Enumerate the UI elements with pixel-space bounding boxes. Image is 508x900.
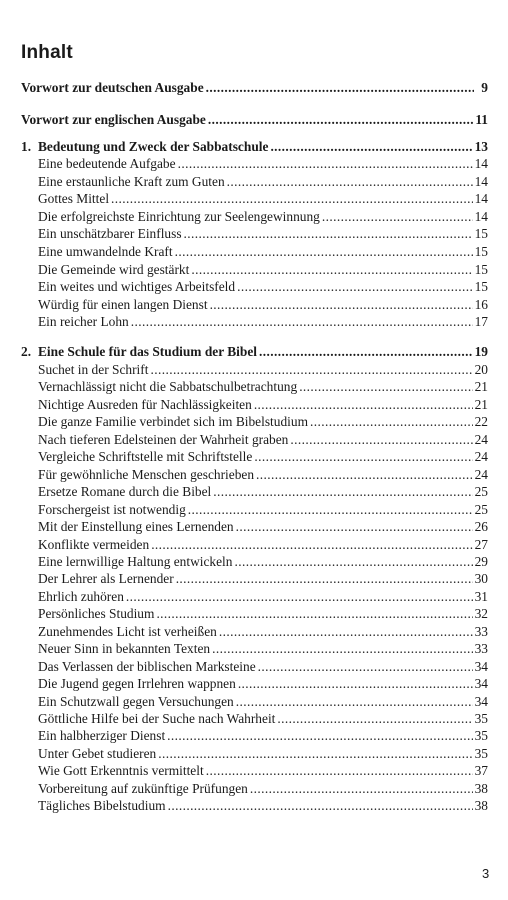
toc-subentry [38, 623, 488, 641]
dot-leader [322, 208, 473, 226]
entry-page-number: 29 [474, 553, 488, 569]
entry-title: Ersetze Romane durch die Bibel [38, 484, 212, 500]
entry-title: Die Gemeinde wird gestärkt [38, 261, 190, 277]
entry-title: Persönliches Studium [38, 606, 155, 622]
entry-title: Ein weites und wichtiges Arbeitsfeld [38, 279, 236, 295]
toc-subentry [38, 208, 488, 226]
dot-leader [234, 553, 472, 571]
entry-title: Bedeutung und Zweck der Sabbatschule [38, 139, 269, 154]
dot-leader [236, 693, 473, 711]
dot-leader [238, 675, 473, 693]
dot-leader [178, 155, 473, 173]
toc-subentry [38, 483, 488, 501]
entry-title: Mit der Einstellung eines Lernenden [38, 519, 234, 535]
page-title: Inhalt [21, 42, 73, 63]
toc-subentry [38, 431, 488, 449]
dot-leader [277, 710, 472, 728]
toc-subentry [38, 501, 488, 519]
entry-title: Ein unschätzbarer Einfluss [38, 226, 182, 242]
entry-page-number: 25 [474, 501, 488, 517]
chapter-number: 1. [21, 139, 32, 154]
entry-title: Unter Gebet studieren [38, 745, 157, 761]
entry-title: Ein reicher Lohn [38, 314, 129, 330]
entry-page-number: 15 [474, 279, 488, 295]
entry-page-number: 34 [474, 693, 488, 709]
entry-page-number: 32 [474, 606, 488, 622]
toc-subentry [38, 173, 488, 191]
dot-leader [168, 797, 473, 815]
entry-title: Vorbereitung auf zukünftige Prüfungen [38, 780, 248, 796]
entry-page-number: 15 [474, 244, 488, 259]
toc-subentry [38, 278, 488, 296]
toc-entry [21, 79, 488, 97]
entry-title: Die erfolgreichste Einrichtung zur Seelengewinnung [38, 208, 320, 224]
entry-page-number: 14 [474, 208, 488, 224]
dot-leader [111, 190, 473, 208]
toc-subentry [38, 155, 488, 173]
entry-page-number: 33 [474, 623, 488, 639]
entry-page-number: 35 [474, 745, 488, 761]
entry-page-number: 15 [474, 261, 488, 277]
toc-subentry [38, 570, 488, 588]
entry-title: Vergleiche Schriftstelle mit Schriftstelle [38, 449, 253, 465]
dot-leader [254, 396, 473, 414]
dot-leader [131, 313, 473, 331]
entry-page-number: 13 [474, 139, 488, 154]
entry-title: Eine umwandelnde Kraft [38, 244, 173, 259]
toc-subentry [38, 396, 488, 414]
entry-title: Vorwort zur englischen Ausgabe [21, 112, 206, 127]
toc-subentry [38, 675, 488, 693]
entry-title: Wie Gott Erkenntnis vermittelt [38, 763, 204, 779]
entry-title: Neuer Sinn in bekannten Texten [38, 641, 211, 657]
toc-subentry [38, 243, 488, 261]
entry-page-number: 34 [474, 676, 488, 692]
entry-title: Konflikte vermeiden [38, 536, 150, 552]
entry-page-number: 21 [474, 379, 488, 395]
dot-leader [237, 278, 473, 296]
dot-leader [191, 261, 472, 279]
dot-leader [151, 536, 472, 554]
entry-title: Nach tieferen Edelsteinen der Wahrheit graben [38, 431, 289, 447]
entry-title: Eine bedeutende Aufgabe [38, 156, 176, 171]
entry-title: Die ganze Familie verbindet sich im Bibelstudium [38, 414, 308, 430]
toc-subentry [38, 710, 488, 728]
dot-leader [290, 431, 472, 449]
entry-title: Tägliches Bibelstudium [38, 798, 166, 814]
toc-subentry [38, 605, 488, 623]
entry-page-number: 30 [474, 571, 488, 587]
dot-leader [206, 79, 474, 97]
entry-page-number: 35 [474, 711, 488, 726]
chapter-number: 2. [21, 344, 32, 359]
entry-title: Für gewöhnliche Menschen geschrieben [38, 466, 255, 482]
entry-title: Gottes Mittel [38, 191, 110, 207]
entry-page-number: 33 [474, 641, 488, 657]
entry-page-number: 35 [474, 728, 488, 744]
dot-leader [270, 138, 472, 156]
dot-leader [219, 623, 473, 641]
toc-subentry [38, 413, 488, 431]
entry-title: Suchet in der Schrift [38, 362, 149, 377]
toc-subentry [38, 190, 488, 208]
dot-leader [208, 111, 473, 129]
entry-page-number: 27 [474, 536, 488, 552]
dot-leader [236, 518, 473, 536]
entry-page-number: 31 [474, 588, 488, 604]
entry-page-number: 24 [474, 431, 488, 447]
entry-title: Forschergeist ist notwendig [38, 501, 186, 517]
toc-subentry [38, 466, 488, 484]
dot-leader [176, 570, 473, 588]
toc-subentry [38, 361, 488, 379]
entry-title: Göttliche Hilfe bei der Suche nach Wahrheit [38, 711, 276, 726]
entry-title: Würdig für einen langen Dienst [38, 296, 208, 312]
toc-subentry [38, 658, 488, 676]
toc-subentry [38, 536, 488, 554]
entry-page-number: 14 [474, 191, 488, 207]
dot-leader [206, 762, 473, 780]
entry-title: Ein Schutzwall gegen Versuchungen [38, 693, 234, 709]
dot-leader [188, 501, 473, 519]
entry-page-number: 38 [474, 798, 488, 814]
dot-leader [250, 780, 473, 798]
dot-leader [158, 745, 472, 763]
dot-leader [210, 296, 473, 314]
page-number: 3 [482, 866, 490, 881]
toc-subentry [38, 448, 488, 466]
entry-title: Die Jugend gegen Irrlehren wappnen [38, 676, 236, 692]
entry-page-number: 25 [474, 484, 488, 500]
entry-title: Vernachlässigt nicht die Sabbatschulbetrachtung [38, 379, 298, 395]
dot-leader [212, 640, 473, 658]
toc-subentry [38, 553, 488, 571]
toc-subentry [38, 797, 488, 815]
toc-subentry [38, 225, 488, 243]
toc-subentry [38, 296, 488, 314]
entry-page-number: 11 [475, 112, 488, 127]
entry-title: Eine lernwillige Haltung entwickeln [38, 553, 233, 569]
toc-subentry [38, 313, 488, 331]
dot-leader [299, 378, 472, 396]
toc-subentry [38, 727, 488, 745]
toc-subentry [38, 588, 488, 606]
entry-title: Ein halbherziger Dienst [38, 728, 166, 744]
dot-leader [213, 483, 472, 501]
dot-leader [254, 448, 472, 466]
dot-leader [310, 413, 473, 431]
entry-page-number: 37 [474, 763, 488, 779]
entry-page-number: 20 [474, 362, 488, 377]
entry-page-number: 16 [474, 296, 488, 312]
dot-leader [184, 225, 473, 243]
entry-title: Ehrlich zuhören [38, 588, 124, 604]
entry-page-number: 34 [474, 658, 488, 674]
entry-title: Zunehmendes Licht ist verheißen [38, 623, 217, 639]
entry-title: Eine erstaunliche Kraft zum Guten [38, 173, 225, 189]
entry-page-number: 24 [474, 449, 488, 465]
dot-leader [259, 343, 473, 361]
dot-leader [175, 243, 473, 261]
entry-page-number: 14 [474, 173, 488, 189]
dot-leader [227, 173, 473, 191]
entry-page-number: 24 [474, 466, 488, 482]
toc-entry [21, 111, 488, 129]
toc-subentry [38, 745, 488, 763]
entry-title: Der Lehrer als Lernender [38, 571, 174, 587]
dot-leader [258, 658, 473, 676]
toc-entry [21, 343, 488, 361]
toc-subentry [38, 378, 488, 396]
entry-page-number: 9 [481, 80, 488, 95]
toc-subentry [38, 780, 488, 798]
dot-leader [167, 727, 472, 745]
entry-title: Nichtige Ausreden für Nachlässigkeiten [38, 396, 252, 412]
toc-subentry [38, 693, 488, 711]
entry-page-number: 21 [474, 396, 488, 412]
entry-title: Vorwort zur deutschen Ausgabe [21, 80, 204, 95]
entry-page-number: 26 [474, 519, 488, 535]
entry-page-number: 19 [474, 344, 488, 359]
entry-page-number: 17 [474, 314, 488, 330]
dot-leader [150, 361, 472, 379]
entry-page-number: 14 [474, 156, 488, 171]
entry-page-number: 15 [474, 226, 488, 242]
dot-leader [256, 466, 473, 484]
toc-subentry [38, 261, 488, 279]
dot-leader [156, 605, 472, 623]
entry-title: Das Verlassen der biblischen Marksteine [38, 658, 256, 674]
toc-entry [21, 138, 488, 156]
entry-page-number: 22 [474, 414, 488, 430]
toc-subentry [38, 762, 488, 780]
toc-subentry [38, 640, 488, 658]
entry-title: Eine Schule für das Studium der Bibel [38, 344, 258, 359]
entry-page-number: 38 [474, 780, 488, 796]
dot-leader [126, 588, 473, 606]
toc-subentry [38, 518, 488, 536]
